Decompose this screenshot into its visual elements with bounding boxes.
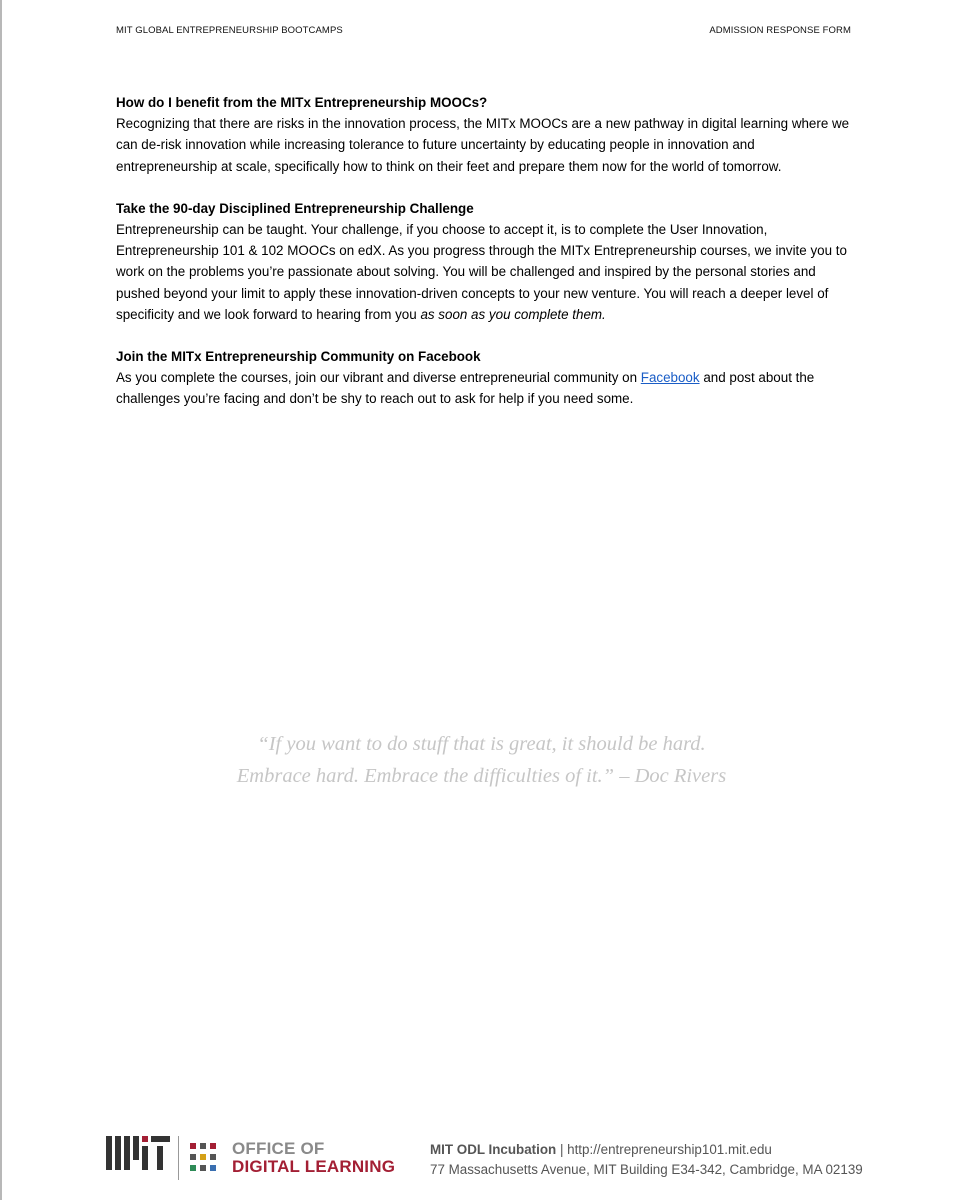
section-challenge [116, 198, 856, 325]
page-edge [0, 0, 2, 1200]
section-body: Recognizing that there are risks in the innovation process, the MITx MOOCs are a new pathway in digital learning where we can de-risk innovation while increasing tolerance to future uncertainty by educating people in innovation and entrepreneurship at scale, specifically how to think on their feet and prepare them now for the world of tomorrow. [116, 116, 850, 174]
footer-divider [178, 1136, 179, 1180]
section-body [116, 219, 856, 325]
facebook-link[interactable]: Facebook [640, 370, 700, 386]
mit-logo [106, 1136, 170, 1178]
section-community [116, 346, 856, 410]
section-heading: Take the 90-day Disciplined Entrepreneurship Challenge [116, 200, 474, 216]
footer-address: 77 Massachusetts Avenue, MIT Building E34-342, Cambridge, MA 02139 [430, 1162, 863, 1177]
quote-line-2: Embrace hard. Embrace the difficulties of it.” – Doc Rivers [236, 765, 727, 787]
footer-line-1 [430, 1142, 772, 1157]
section-body [116, 367, 856, 409]
section-body-text: Entrepreneurship can be taught. Your challenge, if you choose to accept it, is to complete the User Innovation, Entrepreneurship 101 & 102 MOOCs on edX. As you progress through the MITx Entrepreneurship courses, we invite you to work on the problems you’re passionate about solving. You will be challenged and inspired by the personal stories and pushed beyond your limit to apply these innovation-driven concepts to your new venture. You will reach a deeper level of specificity and we look forward to hearing from you [116, 222, 847, 322]
section-body-after: and post about the challenges you’re facing and don’t be shy to reach out to ask for help if you need some. [116, 370, 815, 407]
footer-contact [430, 1140, 863, 1180]
odl-line-1: OFFICE OF [232, 1139, 325, 1158]
footer-org: MIT ODL Incubation [430, 1142, 557, 1157]
header-right-title: ADMISSION RESPONSE FORM [709, 25, 851, 36]
section-body-emphasis: as soon as you complete them. [420, 306, 606, 322]
odl-wordmark [232, 1140, 395, 1176]
header-left-title: MIT GLOBAL ENTREPRENEURSHIP BOOTCAMPS [116, 25, 343, 36]
section-body-before: As you complete the courses, join our vibrant and diverse entrepreneurial community on [116, 370, 638, 386]
odl-grid-icon [190, 1143, 224, 1173]
footer-url[interactable]: http://entrepreneurship101.mit.edu [567, 1142, 772, 1157]
quote [0, 728, 963, 792]
quote-line-1: “If you want to do stuff that is great, it should be hard. [257, 733, 706, 755]
section-heading: How do I benefit from the MITx Entrepreneurship MOOCs? [116, 95, 488, 110]
document-content [116, 92, 856, 431]
footer-separator: | [556, 1142, 568, 1157]
odl-line-2: DIGITAL LEARNING [232, 1157, 396, 1176]
section-mooc-benefits [116, 92, 856, 177]
section-heading: Join the MITx Entrepreneurship Community on Facebook [116, 349, 481, 365]
